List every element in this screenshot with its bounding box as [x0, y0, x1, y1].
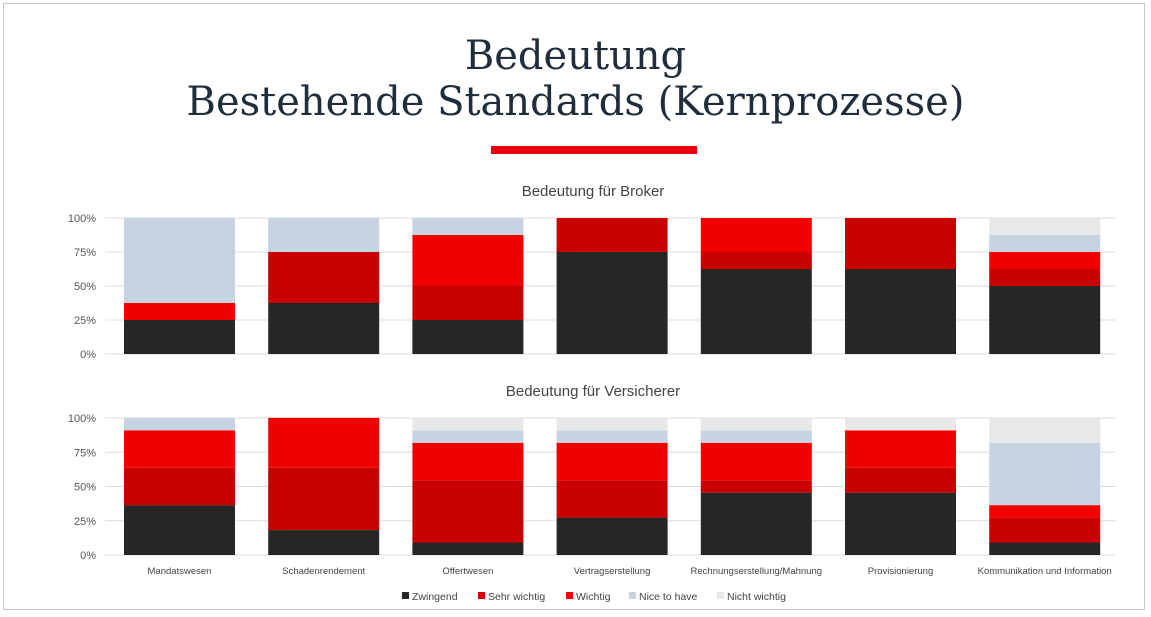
y-tick-label-0-1: 75% — [73, 247, 96, 259]
bar-segment-0-5-0 — [845, 269, 956, 354]
x-tick-label-4: Rechnungserstellung/Mahnung — [690, 566, 823, 577]
page-title-line2: Bestehende Standards (Kernprozesse) — [186, 79, 965, 125]
bar-segment-0-4-2 — [701, 218, 812, 252]
x-tick-label-5: Provisionierung — [867, 566, 934, 577]
legend-label-4: Nicht wichtig — [727, 591, 786, 603]
bar-segment-0-6-3 — [989, 235, 1100, 252]
x-tick-label-0: Mandatswesen — [147, 566, 212, 577]
bar-segment-0-3-1 — [557, 218, 668, 252]
y-tick-label-0-2: 50% — [73, 281, 96, 293]
bar-segment-1-0-2 — [124, 430, 235, 467]
legend-swatch-1 — [478, 592, 485, 599]
bar-segment-1-1-2 — [268, 418, 379, 468]
y-tick-label-1-4: 0% — [80, 550, 96, 562]
legend-label-1: Sehr wichtig — [488, 591, 546, 603]
bar-segment-1-5-4 — [845, 418, 956, 430]
bar-segment-1-4-3 — [701, 430, 812, 442]
bar-segment-1-5-0 — [845, 493, 956, 555]
legend-label-2: Wichtig — [576, 591, 611, 603]
page-title-line1: Bedeutung — [464, 33, 687, 79]
x-tick-label-1: Schadenrendement — [282, 566, 366, 577]
bar-segment-1-5-2 — [845, 430, 956, 467]
bar-segment-1-0-1 — [124, 468, 235, 505]
chart-title-0: Bedeutung für Broker — [521, 183, 665, 200]
bar-segment-1-6-2 — [989, 505, 1100, 517]
bar-segment-1-4-4 — [701, 418, 812, 430]
y-tick-label-1-2: 50% — [73, 481, 96, 494]
bar-segment-1-1-0 — [268, 530, 379, 555]
bar-segment-0-5-1 — [845, 218, 956, 269]
bar-segment-1-2-4 — [412, 418, 523, 430]
y-tick-label-0-3: 25% — [73, 315, 96, 327]
bar-segment-1-4-0 — [701, 493, 812, 555]
bar-segment-0-2-2 — [412, 235, 523, 286]
bar-segment-1-3-3 — [557, 430, 668, 442]
bar-segment-1-3-2 — [557, 443, 668, 480]
bar-segment-1-3-0 — [557, 518, 668, 555]
bar-segment-0-2-0 — [412, 320, 523, 354]
bar-segment-1-2-2 — [412, 443, 523, 480]
bar-segment-0-1-3 — [268, 218, 379, 252]
x-tick-label-2: Offertwesen — [442, 566, 494, 577]
bar-segment-0-0-0 — [124, 320, 235, 354]
legend-swatch-4 — [717, 592, 724, 599]
bar-segment-0-0-2 — [124, 303, 235, 320]
legend-swatch-2 — [566, 592, 573, 599]
bar-segment-1-5-1 — [845, 468, 956, 493]
bar-segment-1-6-4 — [989, 418, 1100, 443]
y-tick-label-0-4: 0% — [80, 349, 96, 361]
bar-segment-0-4-1 — [701, 252, 812, 269]
bar-segment-1-6-1 — [989, 518, 1100, 543]
bar-segment-0-0-3 — [124, 218, 235, 303]
bar-segment-0-2-3 — [412, 218, 523, 235]
legend-swatch-0 — [402, 592, 409, 599]
bar-segment-1-2-3 — [412, 430, 523, 442]
bar-segment-1-4-1 — [701, 480, 812, 492]
legend-swatch-3 — [629, 592, 636, 599]
bar-segment-1-3-4 — [557, 418, 668, 430]
x-tick-label-6: Kommunikation und Information — [977, 566, 1112, 577]
bar-segment-1-0-3 — [124, 418, 235, 430]
y-tick-label-1-0: 100% — [67, 413, 96, 425]
legend-label-3: Nice to have — [639, 591, 698, 603]
y-tick-label-1-1: 75% — [73, 447, 96, 460]
bar-segment-0-4-0 — [701, 269, 812, 354]
bar-segment-1-6-0 — [989, 543, 1100, 555]
bar-segment-0-1-0 — [268, 303, 379, 354]
x-tick-label-3: Vertragserstellung — [573, 566, 651, 577]
bar-segment-1-6-3 — [989, 443, 1100, 505]
bar-segment-0-3-0 — [557, 252, 668, 354]
bar-segment-1-1-1 — [268, 468, 379, 530]
bar-segment-0-1-1 — [268, 252, 379, 303]
bar-segment-0-2-1 — [412, 286, 523, 320]
bar-segment-0-6-0 — [989, 286, 1100, 354]
chart-title-1: Bedeutung für Versicherer — [505, 383, 681, 400]
bar-segment-1-3-1 — [557, 480, 668, 517]
bar-segment-0-6-4 — [989, 218, 1100, 235]
bar-segment-1-2-1 — [412, 480, 523, 542]
bar-segment-0-6-1 — [989, 269, 1100, 286]
bar-segment-1-0-0 — [124, 505, 235, 555]
bar-segment-1-2-0 — [412, 543, 523, 555]
bar-segment-0-6-2 — [989, 252, 1100, 269]
bar-segment-1-4-2 — [701, 443, 812, 480]
y-tick-label-0-0: 100% — [67, 213, 96, 225]
legend-label-0: Zwingend — [412, 591, 458, 603]
y-tick-label-1-3: 25% — [73, 515, 96, 528]
